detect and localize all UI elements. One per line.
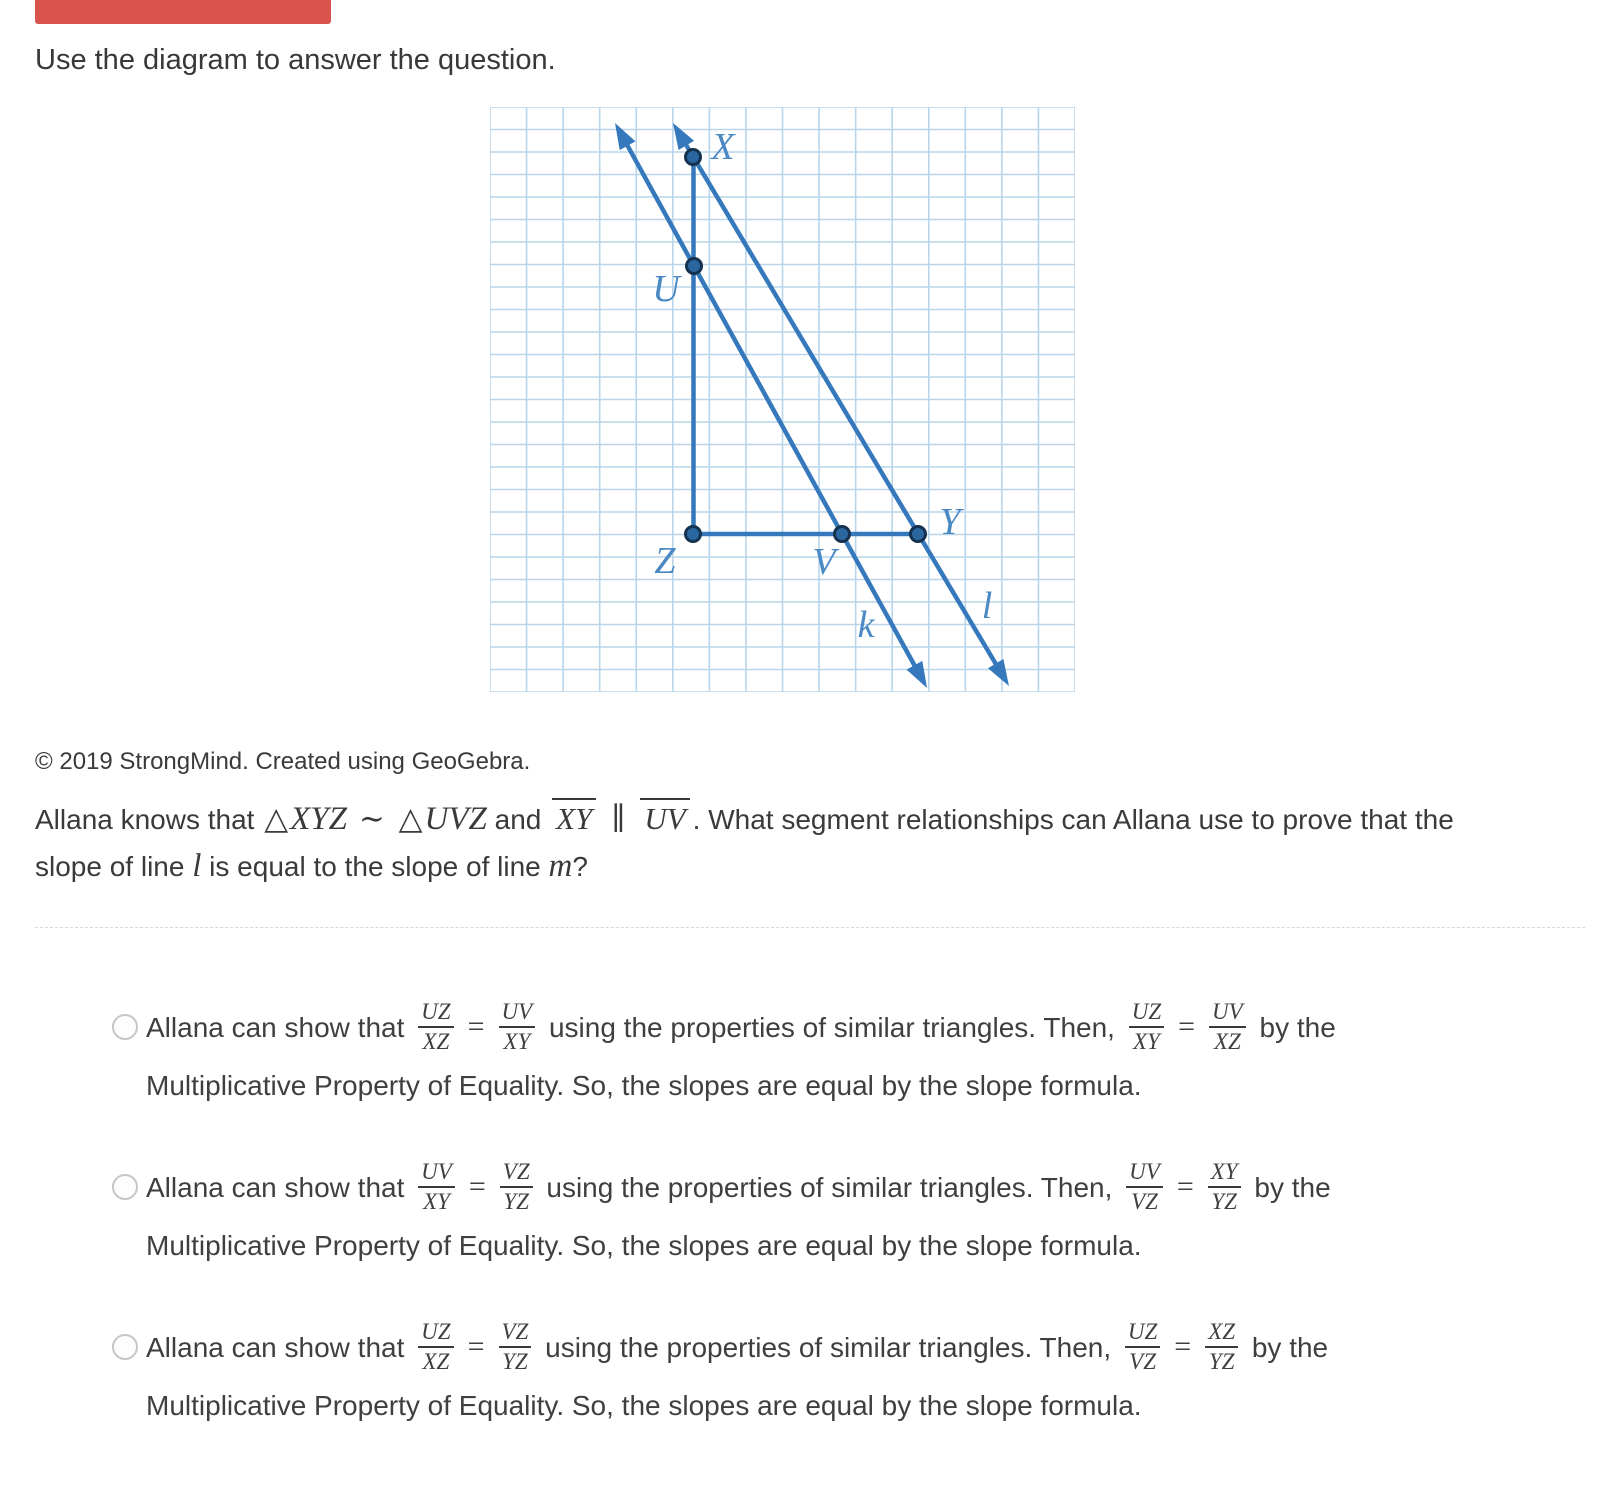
fraction: $\frac{XY}{YZ}$ xyxy=(1208,1159,1241,1215)
text-run: using the properties of similar triangles. Then, xyxy=(538,1172,1121,1203)
option-label xyxy=(146,1160,1506,1274)
segment-name: XY xyxy=(552,798,596,836)
fraction: $\frac{UV}{VZ}$ xyxy=(1126,1159,1163,1215)
line-label-k: k xyxy=(857,604,875,646)
triangle-name: △UVZ xyxy=(398,801,487,837)
text-run: is equal to the slope of line xyxy=(201,851,549,882)
fraction: $\frac{XZ}{YZ}$ xyxy=(1205,1319,1238,1375)
point-label-Z: Z xyxy=(654,540,676,582)
geometry-diagram xyxy=(490,107,1075,692)
fraction: $\frac{UZ}{XY}$ xyxy=(1129,999,1164,1055)
instruction-text: Use the diagram to answer the question. xyxy=(35,44,556,76)
text-run: Allana can show that xyxy=(146,1332,413,1363)
text-run: Allana can show that xyxy=(146,1172,413,1203)
fraction: $\frac{UZ}{VZ}$ xyxy=(1125,1319,1160,1375)
point-U xyxy=(687,259,702,274)
segment-name: UV xyxy=(640,798,689,836)
option-label xyxy=(146,1320,1506,1434)
line-label-l: l xyxy=(981,585,993,627)
copyright-text: © 2019 StrongMind. Created using GeoGebra. xyxy=(35,748,531,775)
option-radio[interactable] xyxy=(112,1174,138,1200)
text-run: Multiplicative Property of Equality. So, the slopes are equal by the slope formula. xyxy=(146,1229,1142,1261)
math-symbol: ∥ xyxy=(601,801,636,837)
fraction: $\frac{UZ}{XZ}$ xyxy=(418,1319,453,1375)
answer-option xyxy=(112,1160,1512,1274)
fraction: $\frac{UZ}{XZ}$ xyxy=(418,999,453,1055)
option-radio[interactable] xyxy=(112,1334,138,1360)
point-V xyxy=(835,527,850,542)
text-run: Allana can show that xyxy=(146,1012,413,1043)
triangle-name: △XYZ xyxy=(264,801,347,837)
math-symbol: ∼ xyxy=(348,801,395,837)
point-label-V: V xyxy=(812,541,836,583)
text-run: using the properties of similar triangles. Then, xyxy=(541,1012,1123,1043)
partial-red-banner[interactable] xyxy=(35,0,331,24)
text-run: Allana knows that xyxy=(35,804,263,835)
point-Y xyxy=(911,527,926,542)
point-label-Y: Y xyxy=(939,501,961,543)
divider xyxy=(35,927,1585,928)
text-run: ? xyxy=(572,851,588,882)
point-X xyxy=(686,150,701,165)
arrowhead xyxy=(988,659,1009,686)
fraction: $\frac{UV}{XY}$ xyxy=(418,1159,455,1215)
arrowhead xyxy=(615,123,635,150)
text-run: and xyxy=(486,804,550,835)
text-run: by the xyxy=(1246,1172,1331,1203)
fraction: $\frac{UV}{XY}$ xyxy=(499,999,536,1055)
option-label xyxy=(146,1000,1506,1114)
text-run: by the xyxy=(1244,1332,1329,1363)
math-var: m xyxy=(548,848,573,884)
equals-sign: = xyxy=(1178,1009,1196,1043)
point-Z xyxy=(686,527,701,542)
equals-sign: = xyxy=(468,1169,486,1203)
fraction: $\frac{VZ}{YZ}$ xyxy=(499,1319,532,1375)
text-run: using the properties of similar triangles. Then, xyxy=(537,1332,1119,1363)
text-run: slope of line xyxy=(35,851,193,882)
arrowhead xyxy=(907,661,927,688)
arrowhead xyxy=(673,123,694,150)
line-k xyxy=(615,123,927,688)
equals-sign: = xyxy=(467,1009,485,1043)
answer-option xyxy=(112,1320,1512,1434)
point-label-U: U xyxy=(652,268,680,310)
equals-sign: = xyxy=(1174,1329,1192,1363)
math-var: l xyxy=(192,848,202,884)
question-text xyxy=(35,796,1575,890)
equals-sign: = xyxy=(1176,1169,1194,1203)
point-label-X: X xyxy=(711,126,735,168)
text-run: by the xyxy=(1251,1012,1336,1043)
fraction: $\frac{UV}{XZ}$ xyxy=(1209,999,1246,1055)
answer-option xyxy=(112,1000,1512,1114)
text-run: Multiplicative Property of Equality. So, the slopes are equal by the slope formula. xyxy=(146,1389,1142,1421)
fraction: $\frac{VZ}{YZ}$ xyxy=(500,1159,533,1215)
equals-sign: = xyxy=(467,1329,485,1363)
text-run: Multiplicative Property of Equality. So, the slopes are equal by the slope formula. xyxy=(146,1069,1142,1101)
text-run: . What segment relationships can Allana use to prove that the xyxy=(692,804,1454,835)
option-radio[interactable] xyxy=(112,1014,138,1040)
